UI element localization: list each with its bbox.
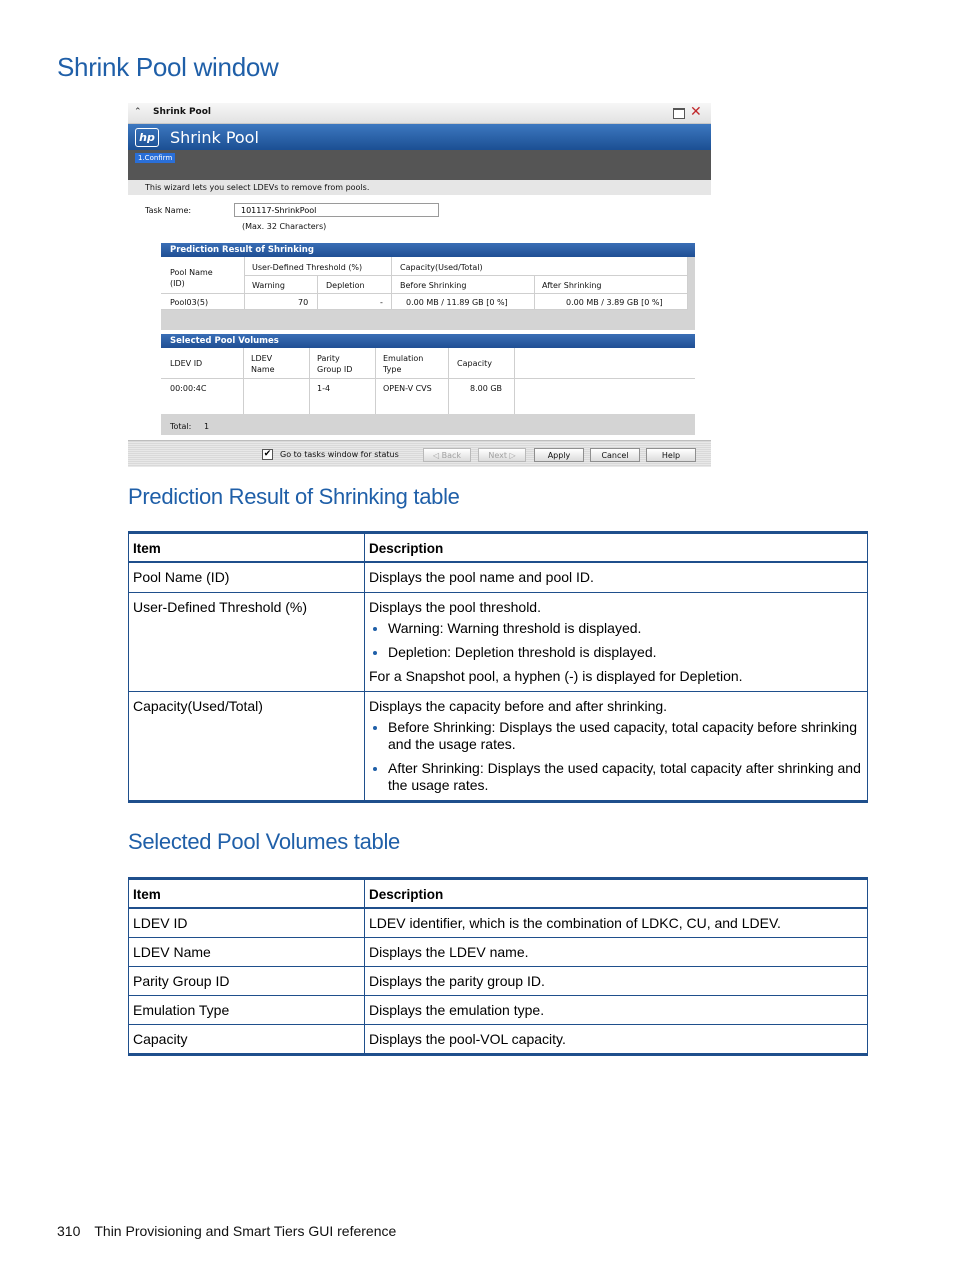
- table-row: [129, 967, 868, 996]
- go-to-tasks-checkbox[interactable]: ✔: [263, 449, 272, 459]
- header-description: Description: [365, 879, 868, 909]
- bullet-list: [369, 620, 863, 661]
- table-header-row: [129, 533, 868, 563]
- header-item: Item: [129, 879, 365, 909]
- row-item: Parity Group ID: [129, 967, 365, 996]
- prediction-panel: [161, 257, 695, 330]
- bullet-item: • After Shrinking: Displays the used capacity, total capacity after shrinking and the usage rates.: [388, 760, 863, 794]
- col-depletion[interactable]: Depletion: [326, 281, 365, 290]
- row-description: Displays the pool-VOL capacity.: [365, 1025, 868, 1055]
- bullet-list: [369, 719, 863, 794]
- cell-depletion: -: [380, 298, 383, 307]
- back-button[interactable]: ◁ Back: [423, 448, 471, 462]
- cell-emulation: OPEN-V CVS: [383, 384, 432, 393]
- col-emulation[interactable]: Emulation Type: [383, 354, 424, 374]
- row-description: Displays the emulation type.: [365, 996, 868, 1025]
- prediction-grid: [161, 257, 688, 310]
- col-parity-group[interactable]: Parity Group ID: [317, 354, 353, 374]
- task-name-input[interactable]: 101117-ShrinkPool: [234, 203, 439, 217]
- row-item: User-Defined Threshold (%): [129, 593, 365, 692]
- table-row: [129, 1025, 868, 1055]
- shrink-pool-window: [128, 103, 711, 467]
- bullet-item: • Warning: Warning threshold is displayed.: [388, 620, 863, 637]
- footer-text: Thin Provisioning and Smart Tiers GUI reference: [94, 1223, 397, 1239]
- window-titlebar: [128, 103, 711, 124]
- desc-note: For a Snapshot pool, a hyphen (-) is displayed for Depletion.: [369, 668, 743, 684]
- desc-text: Displays the pool name and pool ID.: [369, 569, 594, 585]
- col-threshold[interactable]: User-Defined Threshold (%): [252, 263, 363, 272]
- table-row: [129, 593, 868, 692]
- collapse-icon[interactable]: ⌃: [134, 107, 142, 117]
- window-footer: [128, 440, 711, 467]
- window-banner: [128, 124, 711, 150]
- desc-text: Displays the pool threshold.: [369, 599, 541, 615]
- banner-title: Shrink Pool: [170, 128, 259, 147]
- cell-capacity: 8.00 GB: [470, 384, 503, 393]
- cell-warning: 70: [298, 298, 309, 307]
- desc-text: Displays the capacity before and after shrinking.: [369, 698, 668, 714]
- close-icon[interactable]: ✕: [690, 104, 702, 120]
- col-after-shrinking[interactable]: After Shrinking: [542, 281, 602, 290]
- col-capacity[interactable]: Capacity(Used/Total): [400, 263, 483, 272]
- total-label: Total:: [170, 422, 192, 431]
- table-row: [129, 692, 868, 802]
- bullet-item: • Before Shrinking: Displays the used capacity, total capacity before shrinking and the usage rates.: [388, 719, 863, 753]
- cell-before: 0.00 MB / 11.89 GB [0 %]: [406, 298, 508, 307]
- row-description: Displays the parity group ID.: [365, 967, 868, 996]
- row-item: Capacity(Used/Total): [129, 692, 365, 802]
- cell-ldev-id: 00:00:4C: [170, 384, 207, 393]
- row-description: LDEV identifier, which is the combination of LDKC, CU, and LDEV.: [365, 908, 868, 938]
- total-value: 1: [204, 422, 210, 431]
- task-name-hint: (Max. 32 Characters): [242, 222, 327, 231]
- next-button[interactable]: Next ▷: [478, 448, 526, 462]
- col-pool-name[interactable]: Pool Name (ID): [170, 268, 213, 288]
- row-item: Capacity: [129, 1025, 365, 1055]
- window-title: Shrink Pool: [153, 107, 211, 117]
- description-text: This wizard lets you select LDEVs to remove from pools.: [145, 183, 370, 192]
- cell-pool: Pool03(5): [170, 298, 209, 307]
- cell-parity: 1-4: [317, 384, 331, 393]
- row-description: [365, 692, 868, 802]
- table-row: [129, 996, 868, 1025]
- cancel-button[interactable]: Cancel: [590, 448, 640, 462]
- row-description: [365, 593, 868, 692]
- col-ldev-name[interactable]: LDEV Name: [251, 354, 275, 374]
- col-ldev-id[interactable]: LDEV ID: [170, 359, 203, 368]
- table-row: [129, 562, 868, 593]
- row-item: LDEV ID: [129, 908, 365, 938]
- row-description: Displays the LDEV name.: [365, 938, 868, 967]
- volumes-panel: [161, 348, 695, 435]
- maximize-icon[interactable]: [673, 108, 685, 119]
- apply-button[interactable]: Apply: [534, 448, 584, 462]
- row-item: Pool Name (ID): [129, 562, 365, 593]
- header-description: Description: [365, 533, 868, 563]
- task-name-label: Task Name:: [145, 206, 192, 215]
- page-title: Shrink Pool window: [57, 52, 279, 82]
- hp-logo-icon: hp: [135, 128, 159, 147]
- cell-after: 0.00 MB / 3.89 GB [0 %]: [566, 298, 663, 307]
- row-item: Emulation Type: [129, 996, 365, 1025]
- row-description: [365, 562, 868, 593]
- volumes-grid: [161, 348, 695, 414]
- page-number: 310: [57, 1223, 81, 1239]
- header-item: Item: [129, 533, 365, 563]
- row-item: LDEV Name: [129, 938, 365, 967]
- help-button[interactable]: Help: [646, 448, 696, 462]
- wizard-steps: [128, 150, 711, 180]
- volumes-table: [128, 877, 868, 1056]
- go-to-tasks-label: Go to tasks window for status: [280, 450, 399, 459]
- prediction-panel-header: Prediction Result of Shrinking: [161, 243, 695, 257]
- prediction-section-title: Prediction Result of Shrinking table: [128, 484, 460, 509]
- volumes-section-title: Selected Pool Volumes table: [128, 829, 400, 854]
- bullet-item: • Depletion: Depletion threshold is displayed.: [388, 644, 863, 661]
- step-confirm[interactable]: 1.Confirm: [135, 153, 175, 163]
- col-capacity[interactable]: Capacity: [457, 359, 492, 368]
- table-row: [129, 938, 868, 967]
- col-before-shrinking[interactable]: Before Shrinking: [400, 281, 467, 290]
- col-warning[interactable]: Warning: [252, 281, 285, 290]
- page-footer: [57, 1223, 396, 1239]
- volumes-panel-header: Selected Pool Volumes: [161, 334, 695, 348]
- wizard-description: [128, 180, 711, 195]
- prediction-table: [128, 531, 868, 803]
- table-row: [129, 908, 868, 938]
- table-header-row: [129, 879, 868, 909]
